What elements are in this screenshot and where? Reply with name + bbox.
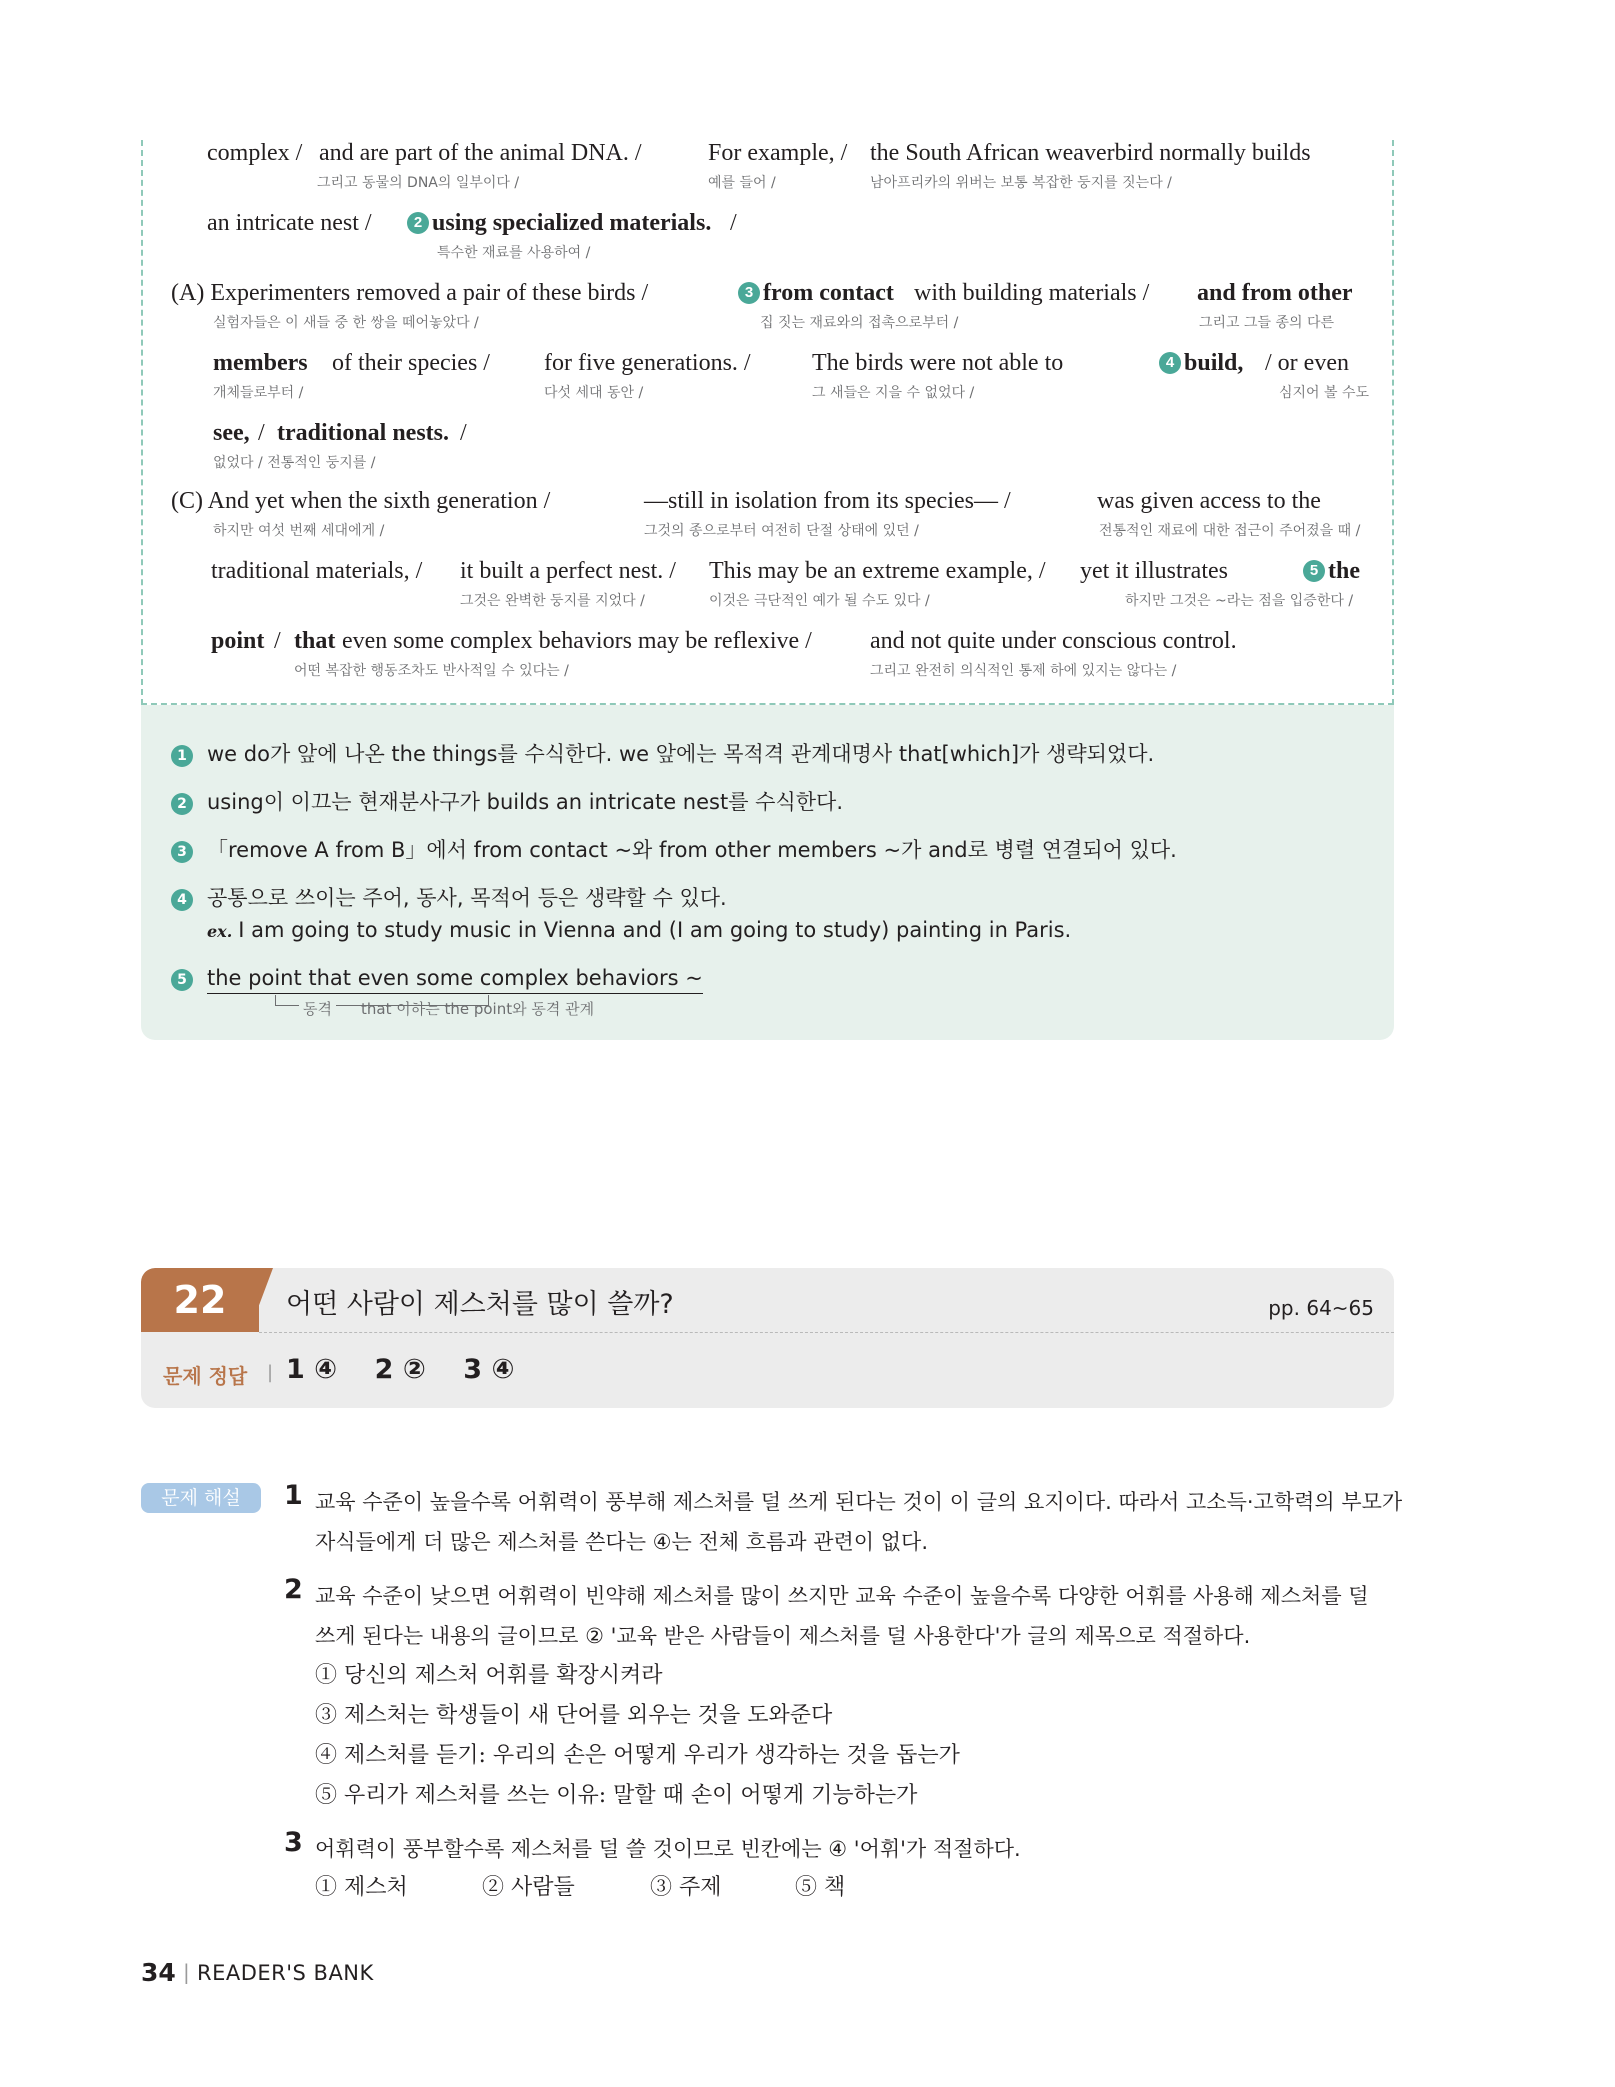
answer-option: ⑤ 우리가 제스처를 쓰는 이유: 말할 때 손이 어떻게 기능하는가 [315, 1783, 918, 1808]
english-chunk: of their species / [332, 350, 490, 376]
korean-gloss: 그 새들은 지을 수 없었다 / [812, 385, 975, 401]
answer-option: ② 사람들 [482, 1875, 575, 1900]
english-chunk-bold: point [211, 628, 265, 654]
note-marker-3: 3 [738, 282, 760, 304]
korean-gloss: 개체들로부터 / [213, 385, 304, 401]
english-chunk-bold [1159, 350, 1243, 377]
english-chunk: even some complex behaviors may be reflexive / [342, 628, 812, 654]
english-chunk: was given access to the [1097, 488, 1321, 514]
korean-gloss: 예를 들어 / [708, 175, 776, 191]
footer-separator: | [183, 1960, 190, 1984]
english-chunk: (A) Experimenters removed a pair of these birds / [171, 280, 649, 306]
english-chunk: it built a perfect nest. / [460, 558, 676, 584]
answer-option: ③ 제스처는 학생들이 새 단어를 외우는 것을 도와준다 [315, 1703, 833, 1728]
section-title: 어떤 사람이 제스처를 많이 쓸까? [286, 1289, 674, 1320]
reading-line-5 [143, 420, 1392, 490]
english-chunk-bold: traditional nests. [277, 420, 450, 446]
page-range: pp. 64~65 [1268, 1296, 1374, 1320]
grammar-note-4 [171, 882, 727, 912]
example-text: I am going to study music in Vienna and (I am going to study) painting in Paris. [238, 918, 1072, 942]
answer-separator: | [267, 1362, 274, 1383]
english-chunk-bold [407, 210, 711, 237]
answer-values: 1 ④ 2 ② 3 ④ [286, 1354, 515, 1385]
reading-line-3 [143, 280, 1392, 350]
english-chunk: This may be an extreme example, / [709, 558, 1046, 584]
english-chunk: / or even [1265, 350, 1349, 376]
question-number: 1 [284, 1480, 303, 1511]
section-header [141, 1268, 1394, 1408]
section-number-tab [249, 1268, 273, 1332]
english-chunk: with building materials / [914, 280, 1150, 306]
grammar-example [207, 918, 1071, 942]
reading-line-6 [143, 488, 1392, 558]
grammar-note-5 [171, 966, 703, 991]
reading-line-4 [143, 350, 1392, 420]
question-number: 3 [284, 1827, 303, 1858]
korean-gloss: 어떤 복잡한 행동조차도 반사적일 수 있다는 / [294, 663, 569, 679]
english-chunk: an intricate nest / [207, 210, 372, 236]
note-text: we do가 앞에 나온 the things를 수식한다. we 앞에는 목적격 관계대명사 that[which]가 생략되었다. [207, 742, 1155, 766]
english-chunk-bold: members [213, 350, 308, 376]
korean-gloss: 실험자들은 이 새들 중 한 쌍을 떼어놓았다 / [213, 315, 479, 331]
explanation-text: 어휘력이 풍부할수록 제스처를 덜 쓸 것이므로 빈칸에는 ④ '어휘'가 적절하다. [315, 1837, 1021, 1861]
note-number: 2 [171, 793, 193, 815]
grammar-note-3 [171, 834, 1177, 864]
english-chunk-bold [738, 280, 894, 307]
korean-gloss: 그리고 그들 종의 다른 [1199, 315, 1335, 331]
answer-option: ③ 주제 [650, 1875, 722, 1900]
explanation-text: 교육 수준이 낮으면 어휘력이 빈약해 제스처를 많이 쓰지만 교육 수준이 높을수록 다양한 어휘를 사용해 제스처를 덜 [315, 1584, 1369, 1608]
reading-line-8 [143, 628, 1392, 698]
note-marker-4: 4 [1159, 352, 1181, 374]
english-chunk-bold [1303, 558, 1360, 585]
korean-gloss: 그리고 완전히 의식적인 통제 하에 있지는 않다는 / [870, 663, 1177, 679]
grammar-point-text: build, [1184, 350, 1244, 376]
korean-gloss: 집 짓는 재료와의 접촉으로부터 / [760, 315, 959, 331]
note-text: the point that even some complex behaviors ~ [207, 966, 703, 994]
note-marker-5: 5 [1303, 560, 1325, 582]
english-chunk: and are part of the animal DNA. / [319, 140, 642, 166]
grammar-point-text: the [1328, 558, 1360, 584]
korean-gloss: 심지어 볼 수도 [1279, 385, 1370, 401]
note-text: 「remove A from B」에서 from contact ~와 from other members ~가 and로 병렬 연결되어 있다. [207, 838, 1177, 862]
grammar-notes-box [141, 705, 1394, 1040]
english-chunk-bold: and from other [1197, 280, 1353, 306]
english-chunk: —still in isolation from its species— / [644, 488, 1011, 514]
korean-gloss: 하지만 여섯 번째 세대에게 / [213, 523, 385, 539]
english-chunk: and not quite under conscious control. [870, 628, 1237, 654]
reading-line-2 [143, 210, 1392, 280]
section-number: 22 [141, 1268, 259, 1332]
korean-gloss: 특수한 재료를 사용하여 / [437, 245, 591, 261]
reading-line-7 [143, 558, 1392, 628]
english-chunk: for five generations. / [544, 350, 751, 376]
grammar-note-2 [171, 786, 843, 816]
reading-line-1 [143, 140, 1392, 210]
english-chunk: / [258, 420, 265, 446]
reading-passage-box [141, 140, 1394, 705]
korean-gloss: 없었다 / 전통적인 둥지를 / [213, 455, 376, 471]
book-title: READER'S BANK [197, 1961, 374, 1985]
english-chunk-bold: that [294, 628, 336, 654]
english-chunk: / [730, 210, 737, 236]
answer-option: ① 제스처 [315, 1875, 408, 1900]
note-text: using이 이끄는 현재분사구가 builds an intricate nest를 수식한다. [207, 790, 843, 814]
english-chunk: the South African weaverbird normally builds [870, 140, 1311, 166]
explanation-text: 자식들에게 더 많은 제스처를 쓴다는 ④는 전체 흐름과 관련이 없다. [315, 1530, 929, 1554]
english-chunk: / [460, 420, 467, 446]
note-marker-2: 2 [407, 212, 429, 234]
question-number: 2 [284, 1574, 303, 1605]
note-number: 4 [171, 889, 193, 911]
grammar-point-text: using specialized materials. [432, 210, 712, 236]
korean-gloss: 그것은 완벽한 둥지를 지었다 / [460, 593, 645, 609]
korean-gloss: 그것의 종으로부터 여전히 단절 상태에 있던 / [644, 523, 919, 539]
example-prefix: ex. [207, 922, 233, 941]
english-chunk: (C) And yet when the sixth generation / [171, 488, 551, 514]
explanation-badge: 문제 해설 [141, 1483, 261, 1513]
english-chunk: / [274, 628, 281, 654]
english-chunk: For example, / [708, 140, 848, 166]
answer-option: ⑤ 책 [795, 1875, 846, 1900]
korean-gloss: 하지만 그것은 ~라는 점을 입증한다 / [1125, 593, 1354, 609]
korean-gloss: 남아프리카의 위버는 보통 복잡한 둥지를 짓는다 / [870, 175, 1172, 191]
korean-gloss: 다섯 세대 동안 / [544, 385, 644, 401]
answer-label: 문제 정답 [163, 1364, 248, 1388]
korean-gloss: 그리고 동물의 DNA의 일부이다 / [317, 175, 520, 191]
english-chunk: traditional materials, / [211, 558, 423, 584]
grammar-note-1 [171, 738, 1154, 768]
explanation-text: 교육 수준이 높을수록 어휘력이 풍부해 제스처를 덜 쓰게 된다는 것이 이 글의 요지이다. 따라서 고소득·고학력의 부모가 [315, 1490, 1403, 1514]
grammar-point-text: from contact [763, 280, 894, 306]
page-number: 34 [141, 1958, 176, 1987]
korean-gloss: 이것은 극단적인 예가 될 수도 있다 / [709, 593, 930, 609]
english-chunk: The birds were not able to [812, 350, 1064, 376]
note-number: 1 [171, 745, 193, 767]
english-chunk: yet it illustrates [1080, 558, 1228, 584]
answer-option: ① 당신의 제스처 어휘를 확장시켜라 [315, 1663, 663, 1688]
english-chunk: complex / [207, 140, 303, 166]
explanation-text: 쓰게 된다는 내용의 글이므로 ② '교육 받은 사람들이 제스처를 덜 사용한다'가 글의 제목으로 적절하다. [315, 1624, 1251, 1648]
note-text: 공통으로 쓰이는 주어, 동사, 목적어 등은 생략할 수 있다. [207, 886, 727, 910]
note-number: 3 [171, 841, 193, 863]
appositive-label: 동격 [299, 998, 336, 1019]
appositive-note: that 이하는 the point와 동격 관계 [361, 1000, 595, 1018]
answer-option: ④ 제스처를 듣기: 우리의 손은 어떻게 우리가 생각하는 것을 돕는가 [315, 1743, 960, 1768]
note-number: 5 [171, 969, 193, 991]
korean-gloss: 전통적인 재료에 대한 접근이 주어졌을 때 / [1099, 523, 1361, 539]
english-chunk-bold: see, [213, 420, 250, 446]
header-divider [259, 1332, 1394, 1333]
